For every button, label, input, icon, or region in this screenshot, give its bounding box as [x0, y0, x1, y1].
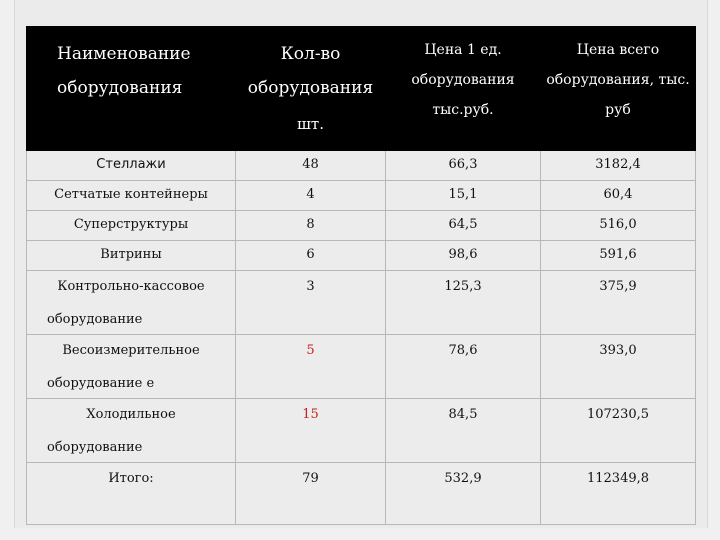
equipment-name-cell: Контрольно-кассовое оборудование — [27, 271, 236, 335]
total-price-cell: 375,9 — [541, 271, 696, 335]
unit-price-cell: 15,1 — [386, 181, 541, 211]
total-label-cell: Итого: — [27, 463, 236, 525]
unit-price-cell: 125,3 — [386, 271, 541, 335]
header-equipment-name: Наименование оборудования — [27, 27, 236, 151]
table-row — [27, 271, 696, 335]
equipment-cost-table — [26, 26, 696, 525]
total-row — [27, 463, 696, 525]
table-row — [27, 181, 696, 211]
quantity-cell: 6 — [236, 241, 386, 271]
quantity-cell: 15 — [236, 399, 386, 463]
quantity-cell: 48 — [236, 151, 386, 181]
unit-price-cell: 98,6 — [386, 241, 541, 271]
unit-price-cell: 84,5 — [386, 399, 541, 463]
unit-price-cell: 78,6 — [386, 335, 541, 399]
equipment-name-cell: Стеллажи — [27, 151, 236, 181]
equipment-name-cell: Суперструктуры — [27, 211, 236, 241]
quantity-cell: 8 — [236, 211, 386, 241]
total-price-cell: 591,6 — [541, 241, 696, 271]
total-unit-price-cell: 532,9 — [386, 463, 541, 525]
quantity-cell: 5 — [236, 335, 386, 399]
total-price-cell: 3182,4 — [541, 151, 696, 181]
table-row — [27, 151, 696, 181]
header-total-price: Цена всего оборудования, тыс. руб — [541, 27, 696, 151]
header-unit-price: Цена 1 ед. оборудования тыс.руб. — [386, 27, 541, 151]
unit-price-cell: 64,5 — [386, 211, 541, 241]
unit-price-cell: 66,3 — [386, 151, 541, 181]
total-price-cell: 60,4 — [541, 181, 696, 211]
total-price-cell: 516,0 — [541, 211, 696, 241]
total-quantity-cell: 79 — [236, 463, 386, 525]
grand-total-cell: 112349,8 — [541, 463, 696, 525]
total-price-cell: 107230,5 — [541, 399, 696, 463]
quantity-cell: 3 — [236, 271, 386, 335]
total-price-cell: 393,0 — [541, 335, 696, 399]
equipment-name-cell: Витрины — [27, 241, 236, 271]
table-row — [27, 211, 696, 241]
header-quantity: Кол-во оборудования шт. — [236, 27, 386, 151]
table-row — [27, 399, 696, 463]
table-row — [27, 241, 696, 271]
equipment-name-cell: Сетчатые контейнеры — [27, 181, 236, 211]
equipment-name-cell: Холодильное оборудование — [27, 399, 236, 463]
quantity-cell: 4 — [236, 181, 386, 211]
table-row — [27, 335, 696, 399]
table-header-row — [27, 27, 696, 151]
equipment-name-cell: Весоизмерительное оборудование е — [27, 335, 236, 399]
